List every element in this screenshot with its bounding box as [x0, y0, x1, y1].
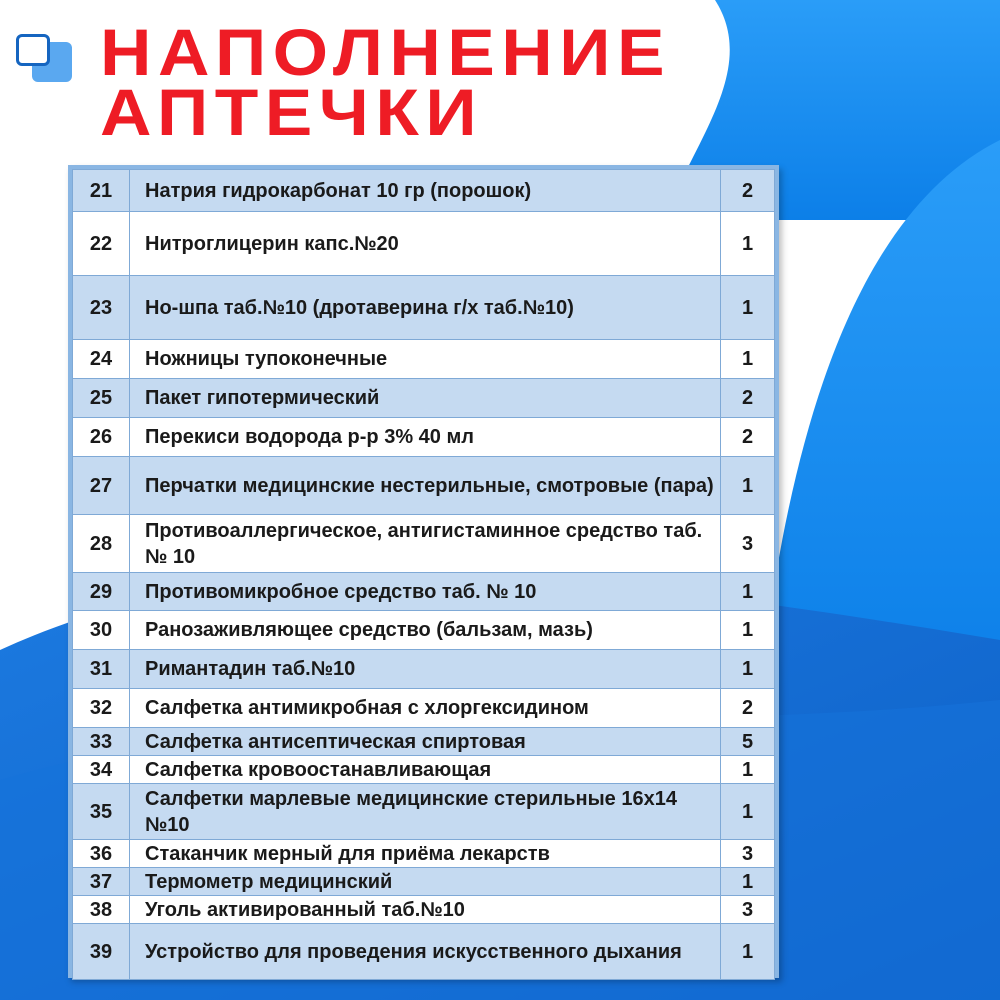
item-name: Противомикробное средство таб. № 10 [130, 573, 721, 611]
item-quantity: 1 [721, 784, 775, 840]
item-name: Салфетка антисептическая спиртовая [130, 728, 721, 756]
item-name: Стаканчик мерный для приёма лекарств [130, 840, 721, 868]
row-number: 25 [73, 379, 130, 418]
item-quantity: 5 [721, 728, 775, 756]
table-row [73, 212, 775, 276]
row-number: 29 [73, 573, 130, 611]
logo-icon [16, 34, 74, 84]
item-quantity: 1 [721, 212, 775, 276]
table-row [73, 379, 775, 418]
item-name: Салфетки марлевые медицинские стерильные 16х14 №10 [130, 784, 721, 840]
item-name: Перекиси водорода р-р 3% 40 мл [130, 418, 721, 457]
row-number: 28 [73, 515, 130, 573]
row-number: 27 [73, 457, 130, 515]
item-quantity: 3 [721, 840, 775, 868]
item-name: Уголь активированный таб.№10 [130, 896, 721, 924]
item-name: Противоаллергическое, антигистаминное средство таб. № 10 [130, 515, 721, 573]
item-name: Салфетка кровоостанавливающая [130, 756, 721, 784]
item-quantity: 1 [721, 924, 775, 980]
item-quantity: 2 [721, 170, 775, 212]
item-name: Перчатки медицинские нестерильные, смотровые (пара) [130, 457, 721, 515]
wave-right-body [760, 140, 1000, 690]
row-number: 24 [73, 340, 130, 379]
table-row [73, 728, 775, 756]
item-name: Пакет гипотермический [130, 379, 721, 418]
row-number: 31 [73, 650, 130, 689]
item-name: Устройство для проведения искусственного дыхания [130, 924, 721, 980]
table-row [73, 515, 775, 573]
table-row [73, 457, 775, 515]
row-number: 21 [73, 170, 130, 212]
item-quantity: 1 [721, 457, 775, 515]
item-quantity: 1 [721, 868, 775, 896]
table-row [73, 840, 775, 868]
row-number: 37 [73, 868, 130, 896]
item-quantity: 2 [721, 379, 775, 418]
row-number: 34 [73, 756, 130, 784]
table-row [73, 276, 775, 340]
item-quantity: 1 [721, 611, 775, 650]
item-quantity: 1 [721, 650, 775, 689]
table-row [73, 868, 775, 896]
item-name: Салфетка антимикробная с хлоргексидином [130, 689, 721, 728]
table-row [73, 924, 775, 980]
table-row [73, 896, 775, 924]
item-quantity: 3 [721, 896, 775, 924]
table-row [73, 170, 775, 212]
row-number: 32 [73, 689, 130, 728]
item-name: Римантадин таб.№10 [130, 650, 721, 689]
item-quantity: 1 [721, 756, 775, 784]
table-row [73, 340, 775, 379]
row-number: 36 [73, 840, 130, 868]
item-quantity: 2 [721, 418, 775, 457]
item-quantity: 3 [721, 515, 775, 573]
row-number: 30 [73, 611, 130, 650]
item-quantity: 1 [721, 340, 775, 379]
page-title: НАПОЛНЕНИЕ АПТЕЧКИ [100, 15, 671, 149]
row-number: 23 [73, 276, 130, 340]
row-number: 39 [73, 924, 130, 980]
row-number: 22 [73, 212, 130, 276]
row-number: 38 [73, 896, 130, 924]
kit-table [72, 169, 775, 980]
item-quantity: 2 [721, 689, 775, 728]
item-name: Нитроглицерин капс.№20 [130, 212, 721, 276]
item-name: Ранозаживляющее средство (бальзам, мазь) [130, 611, 721, 650]
item-name: Натрия гидрокарбонат 10 гр (порошок) [130, 170, 721, 212]
table-row [73, 784, 775, 840]
item-name: Термометр медицинский [130, 868, 721, 896]
row-number: 26 [73, 418, 130, 457]
table-row [73, 756, 775, 784]
table-row [73, 418, 775, 457]
item-quantity: 1 [721, 276, 775, 340]
table-row [73, 611, 775, 650]
kit-table-frame [68, 165, 779, 978]
item-name: Но-шпа таб.№10 (дротаверина г/х таб.№10) [130, 276, 721, 340]
table-row [73, 650, 775, 689]
item-name: Ножницы тупоконечные [130, 340, 721, 379]
row-number: 33 [73, 728, 130, 756]
row-number: 35 [73, 784, 130, 840]
table-row [73, 689, 775, 728]
item-quantity: 1 [721, 573, 775, 611]
table-row [73, 573, 775, 611]
kit-table-body [73, 170, 775, 980]
